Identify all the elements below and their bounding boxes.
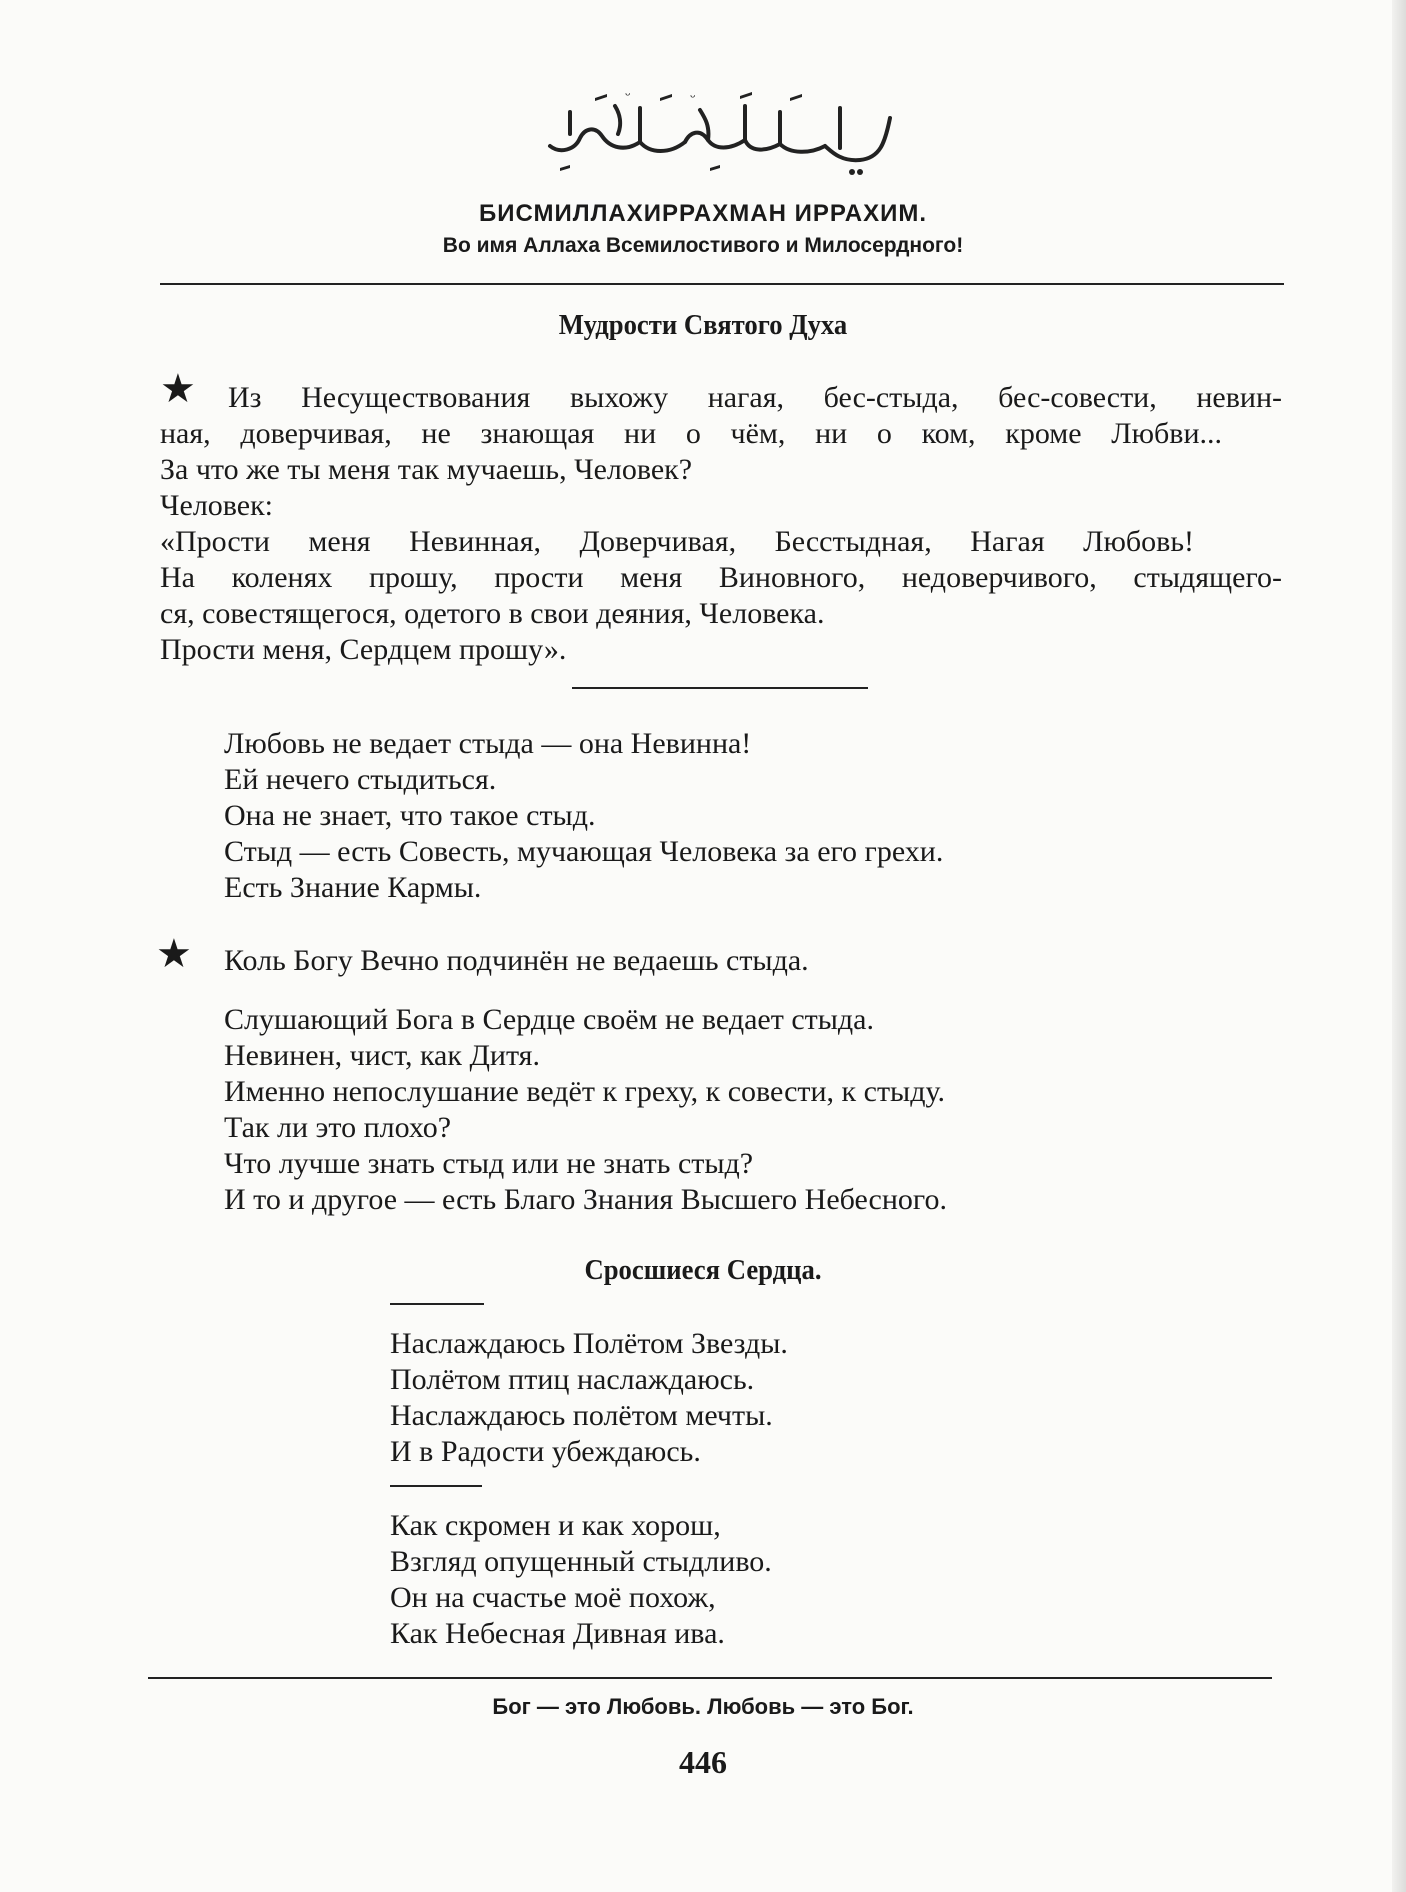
svg-text:ᵕ: ᵕ — [690, 90, 696, 106]
stanza-line: Любовь не ведает стыда — она Невинна! — [224, 727, 752, 760]
bismillah-calligraphy — [540, 88, 900, 178]
paragraph-line: «Прости меня Невинная, Доверчивая, Бесстыдная, Нагая Любовь! — [160, 525, 1194, 558]
paragraph-line: Из Несуществования выхожу нагая, бес-стыда, бес-совести, невин- — [228, 381, 1282, 414]
running-footer: Бог — это Любовь. Любовь — это Бог. — [492, 1694, 914, 1719]
verse-line: Взгляд опущенный стыдливо. — [390, 1545, 772, 1578]
stanza-line: Ей нечего стыдиться. — [224, 763, 497, 796]
paragraph-line: ся, совестящегося, одетого в свои деяния, Человека. — [160, 597, 825, 630]
stanza-line: И то и другое — есть Благо Знания Высшего Небесного. — [224, 1183, 947, 1216]
page-edge — [1392, 0, 1406, 1892]
paragraph-line: Прости меня, Сердцем прошу». — [160, 633, 567, 666]
star-icon: ★ — [160, 366, 196, 412]
stanza-line: Именно непослушание ведёт к греху, к совести, к стыду. — [224, 1075, 945, 1108]
stanza-line: Что лучше знать стыд или не знать стыд? — [224, 1147, 754, 1180]
poem-divider — [390, 1303, 484, 1305]
stanza-line: Она не знает, что такое стыд. — [224, 799, 596, 832]
paragraph-line: На коленях прошу, прости меня Виновного, недоверчивого, стыдящего- — [160, 561, 1282, 594]
bismillah-transliteration: БИСМИЛЛАХИРРАХМАН ИРРАХИМ. — [478, 200, 927, 227]
bismillah-translation: Во имя Аллаха Всемилостивого и Милосердного! — [442, 234, 964, 257]
paragraph-line: Человек: — [160, 489, 273, 522]
svg-text:ᵕ: ᵕ — [625, 88, 631, 104]
stanza-line: Есть Знание Кармы. — [224, 871, 482, 904]
footer-rule — [148, 1677, 1272, 1679]
stanza-line: Стыд — есть Совесть, мучающая Человека за его грехи. — [224, 835, 944, 868]
stanza-line: Невинен, чист, как Дитя. — [224, 1039, 540, 1072]
header-rule — [160, 283, 1284, 285]
verse-divider — [390, 1485, 482, 1487]
paragraph-line: ная, доверчивая, не знающая ни о чём, ни о ком, кроме Любви... — [160, 417, 1222, 450]
verse-line: И в Радости убеждаюсь. — [390, 1435, 701, 1468]
verse-line: Как скромен и как хорош, — [390, 1509, 721, 1542]
verse-line: Как Небесная Дивная ива. — [390, 1617, 725, 1650]
verse-line: Наслаждаюсь Полётом Звезды. — [390, 1327, 788, 1360]
verse-line: Наслаждаюсь полётом мечты. — [390, 1399, 773, 1432]
section-title: Мудрости Святого Духа — [558, 309, 848, 341]
section-divider — [572, 687, 868, 689]
page-number: 446 — [679, 1744, 727, 1780]
verse-line: Он на счастье моё похож, — [390, 1581, 716, 1614]
paragraph-line: За что же ты меня так мучаешь, Человек? — [160, 453, 693, 486]
stanza-line: Так ли это плохо? — [224, 1111, 452, 1144]
star-line: Коль Богу Вечно подчинён не ведаешь стыда. — [224, 944, 809, 977]
verse-line: Полётом птиц наслаждаюсь. — [390, 1363, 755, 1396]
star-icon: ★ — [156, 931, 192, 977]
stanza-line: Слушающий Бога в Сердце своём не ведает стыда. — [224, 1003, 874, 1036]
poem-title: Сросшиеся Сердца. — [584, 1254, 822, 1286]
